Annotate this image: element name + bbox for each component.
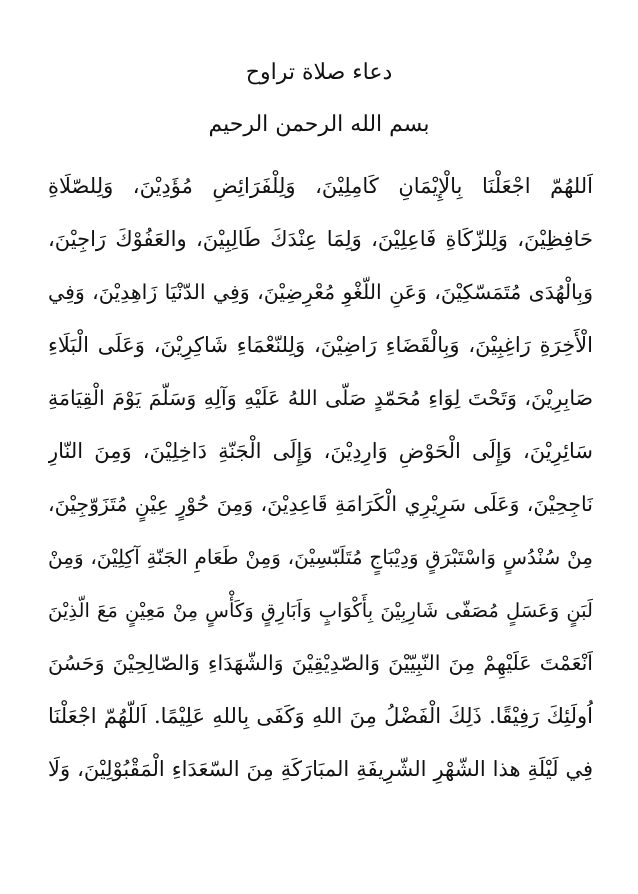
text-line: لَبَنٍ وَعَسَلٍ مُصَفّى شَارِبِيْنَ بِأَكْوَابٍ وَاَبَارِقٍ وَكَأْسٍ مِنْ مَعِيْنٍ مَعَ الّذِيْنَ [48,599,593,622]
basmala-heading: بسم الله الرحمن الرحيم [208,112,430,137]
text-line: نَاجِحِيْنَ، وَعَلَى سَرِيْرِي الْكَرَامَةِ قَاعِدِيْنَ، وَمِنَ حُوْرٍ عِيْنٍ مُتَزَوّجِيْنَ، [48,492,593,516]
text-line: مِنْ سُنْدُسٍ وَاسْتَبْرَقٍ وَدِيْبَاجٍ مُتَلَبّسِيْنَ، وَمِنْ طَعَامِ الجَنّةِ آكِلِيْنَ، وَمِنْ [48,545,593,569]
text-line: الْأَخِرَةِ رَاغِبِيْنَ، وَبِالْقَضَاءِ رَاضِيْنَ، وَلِلنّعْمَاءِ شَاكِرِيْنَ، وَعَلَى الْبَلَاءِ [48,333,593,357]
dua-text-body [48,160,593,796]
text-line: وَبِالْهُدَى مُتَمَسّكِيْنَ، وَعَنِ اللّغْوِ مُعْرِضِيْنَ، وَفِي الدّنْيَا زَاهِدِيْنَ، وَفِي [48,280,593,304]
text-line: حَافِظِيْنَ، وَلِلزّكَاةِ فَاعِلِيْنَ، وَلِمَا عِنْدَكَ طَالِبِيْنَ، والعَفُوْكَ رَاجِيْنَ، [48,227,593,251]
text-line: اَنْعَمْتَ عَلَيْهِمْ مِنَ النّبِيّيْنَ وَالصّدِيْقِيْنَ وَالشّهَدَاءِ وَالصّالِحِيْنَ وَحَسُنَ [48,651,593,675]
page-title: دعاء صلاة تراوح [245,60,393,85]
text-line: صَابِرِيْنَ، وَتَحْتَ لِوَاءِ مُحَمّدٍ صَلّى اللهُ عَلَيْهِ وَآلِهِ وَسَلّمَ يَوْمَ الْقِيَامَةِ [48,386,593,410]
text-line: سَائِرِيْنَ، وَإِلَى الْحَوْضِ وَارِدِيْنَ، وَإِلَى الْجَنّةِ دَاخِلِيْنَ، وَمِنَ النّارِ [48,439,593,463]
text-line: فِي لَيْلَةِ هذا الشّهْرِ الشّرِيفَةِ المبَارَكَةِ مِنَ السّعَدَاءِ الْمَقْبُوْلِيْنَ، وَلَا [48,757,593,781]
text-line: اَللهُمّ اجْعَلْنَا بِالْإِيْمَانِ كَامِلِيْنَ، وَلِلْفَرَائِضِ مُؤَدِيْنَ، وَلِلصّلَاةِ [48,174,593,198]
text-line: اُولَئِكَ رَفِيْقًا. ذَلِكَ الْفَضْلُ مِنَ اللهِ وَكَفَى بِاللهِ عَلِيْمًا. اَللّهُمّ اجْعَلْنَا [48,704,593,728]
